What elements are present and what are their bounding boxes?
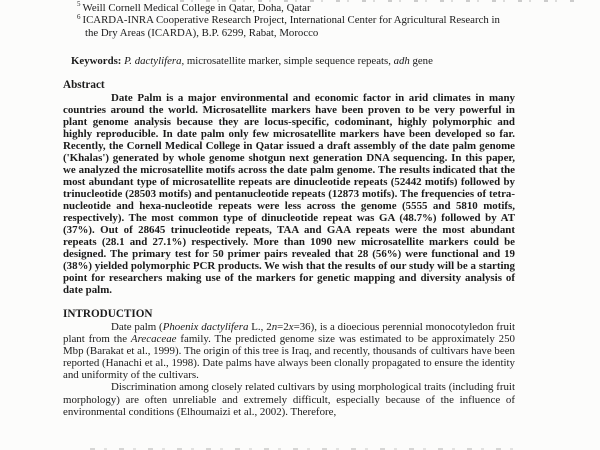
- affiliation-item: [71, 2, 515, 14]
- introduction-paragraph-1: Date palm (Phoenix dactylifera L., 2n=2x=36), is a dioecious perennial monocotyledon fruit plant from the Arecaceae family. The predicted genome size was estimated to be approximately 250 Mbp (Barakat et al., 1999). The origin of this tree is Iraq, and recently, thousands of cultivars have been reported (Hanachi et al., 1998). Date palms have always been clonally propagated to ensure the identity and uniformity of the cultivars.: [63, 320, 516, 382]
- introduction-paragraph-2: Discrimination among closely related cultivars by using morphological traits (including fruit morphology) are often unreliable and extremely difficult, especially because of the influence of environmental conditions (Elhoumaizi et al., 2002). Therefore,: [63, 381, 515, 418]
- affiliation-text: Weill Cornell Medical College in Qatar, Doha, Qatar: [82, 2, 311, 14]
- affiliation-number: 6: [77, 12, 81, 21]
- keywords-line: Keywords: P. dactylifera, microsatellite marker, simple sequence repeats, adh gene: [71, 54, 433, 67]
- affiliation-item: [71, 14, 515, 39]
- introduction-heading: INTRODUCTION: [63, 308, 153, 321]
- affiliation-number: 5: [77, 0, 81, 9]
- affiliations-list: [71, 2, 515, 39]
- affiliation-text: ICARDA-INRA Cooperative Research Project, International Center for Agricultural Research in the Dry Areas (ICARDA), B.P. 6299, Rabat, Morocco: [82, 14, 500, 39]
- abstract-paragraph: Date Palm is a major environmental and economic factor in arid climates in many countries around the world. Microsatellite markers have been proven to be very powerful in plant genome analysis because they are locus-specific, codominant, highly polymorphic and highly reproducible. In date palm only few microsatellite markers have been developed so far. Recently, the Cornell Medical College in Qatar issued a draft assembly of the date palm genome ('Khalas') generated by whole genome shotgun next generation DNA sequencing. In this paper, we analyzed the microsatellite motifs across the date palm genome. The results indicated that the most abundant type of microsatellite repeats are dinucleotide repeats (52442 motifs) followed by trinucleotide (28503 motifs) and pentanucleotide repeats (12873 motifs). The frequencies of tetra-nucleotide and hexa-nucleotide repeats were less across the genome (5555 and 5810 motifs, respectively). The most common type of dinucleotide repeat was GA (48.7%) followed by AT (37%). Out of 28645 trinucleotide repeats, TAA and GAA repeats were the most abundant repeats (28.1 and 27.1%) respectively. More than 1090 new microsatellite markers could be designed. The primary test for 50 primer pairs revealed that 28 (56%) were functional and 19 (38%) yielded polymorphic PCR products. We wish that the results of our study will be a starting point for researchers making use of the markers for genetic mapping and diversity analysis of date palm.: [63, 91, 515, 297]
- page-content: [63, 0, 515, 418]
- abstract-heading: Abstract: [63, 79, 105, 92]
